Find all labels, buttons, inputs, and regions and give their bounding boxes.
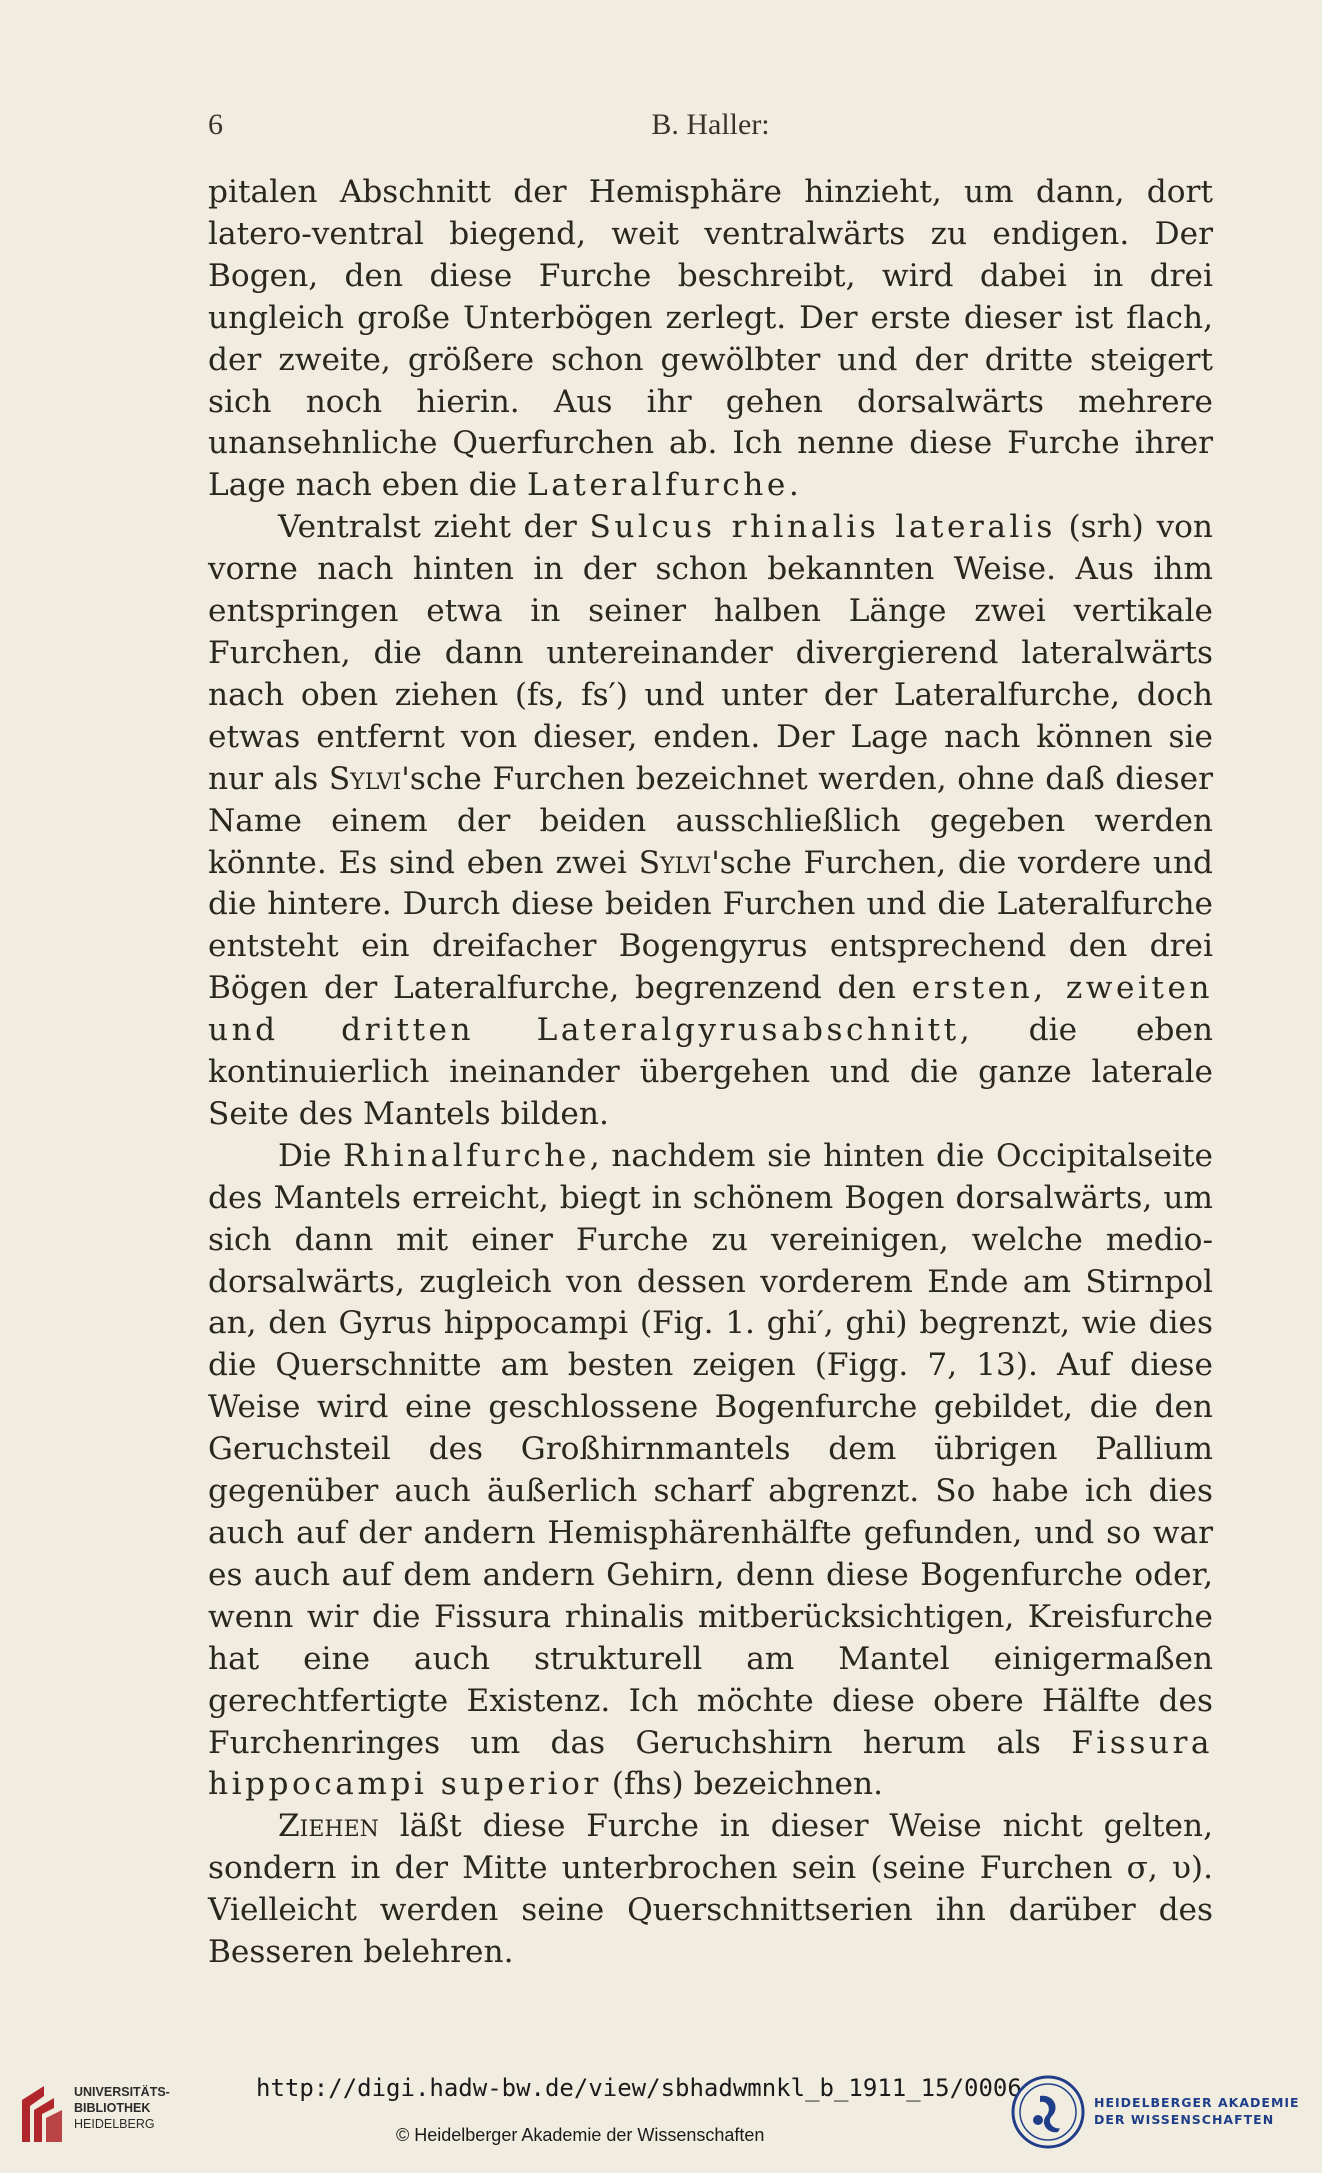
paragraph-2-text-a: Ventralst zieht der [278, 509, 590, 546]
academy-line-2: DER WISSENSCHAFTEN [1094, 2112, 1275, 2127]
academy-logo [1010, 2074, 1310, 2154]
author-name-ziehen: Ziehen [278, 1808, 379, 1845]
author-name-sylvi: Sylvi [328, 760, 402, 797]
academy-seal-icon [1010, 2074, 1086, 2150]
permalink-url[interactable]: http://digi.hadw-bw.de/view/sbhadwmnkl_b_1911_15/0006 [256, 2074, 1022, 2102]
library-line-1: UNIVERSITÄTS- [74, 2085, 170, 2099]
paragraph-1 [208, 172, 1213, 507]
paragraph-4-text: läßt diese Furche in dieser Weise nicht gelten, sondern in der Mitte unterbrochen sein (seine Furchen σ, υ). Vielleicht werden seine Querschnittserien ihn darüber des Besseren belehren. [208, 1808, 1213, 1971]
page-number: 6 [208, 108, 223, 141]
paragraph-2-text-c: 'sche Furchen bezeichnet werden, ohne daß dieser Name einem der beiden ausschließlich gegeben werden könnte. Es sind eben zwei [208, 760, 1213, 881]
paragraph-3-text-b: , nachdem sie hinten die Occipitalseite des Mantels erreicht, biegt in schönem Bogen dorsalwärts, um sich dann mit einer Furche zu vereinigen, welche medio-dorsalwärts, zugleich von dessen vorderem Ende am Stirnpol an, den Gyrus hippocampi (Fig. 1. ghi′, ghi) begrenzt, wie dies die Querschnitte am besten zeigen (Figg. 7, 13). Auf diese Weise wird eine geschlossene Bogenfurche gebildet, die den Geruchsteil des Großhirnmantels dem übrigen Pallium gegenüber auch äußerlich scharf abgrenzt. So habe ich dies auch auf der andern Hemisphärenhälfte gefunden, und so war es auch auf dem andern Gehirn, denn diese Bogenfurche oder, wenn wir die Fissura rhinalis mitberücksichtigen, Kreisfurche hat eine auch strukturell am Mantel einigermaßen gerechtfertigte Existenz. Ich möchte diese obere Hälfte des Furchenringes um das Geruchshirn herum als [208, 1137, 1213, 1761]
paragraph-1-text: pitalen Abschnitt der Hemisphäre hinzieht, um dann, dort latero-ventral biegend, weit ventralwärts zu endigen. Der Bogen, den diese Furche beschreibt, wird dabei in drei ungleich große Unterbögen zerlegt. Der erste dieser ist flach, der zweite, größere schon gewölbter und der dritte steigert sich noch hierin. Aus ihr gehen dorsalwärts mehrere unansehnliche Querfurchen ab. Ich nenne diese Furche ihrer Lage nach eben die [208, 174, 1213, 504]
paragraph-1-end: . [788, 467, 799, 504]
paragraph-2-text-b: (srh) von vorne nach hinten in der schon bekannten Weise. Aus ihm entspringen etwa in seiner halben Länge zwei vertikale Furchen, die dann untereinander divergierend lateralwärts nach oben ziehen (fs, fs′) und unter der Lateralfurche, doch etwas entfernt von dieser, enden. Der Lage nach können sie nur als [208, 509, 1213, 797]
running-head: B. Haller: [651, 108, 770, 141]
academy-name [1094, 2094, 1322, 2128]
library-name [74, 2084, 194, 2132]
term-sulcus-rhinalis-lateralis: Sulcus rhinalis lateralis [589, 509, 1056, 546]
library-emblem-icon [14, 2082, 70, 2148]
copyright-notice: © Heidelberger Akademie der Wissenschaften [396, 2125, 765, 2145]
library-line-2: BIBLIOTHEK [74, 2101, 151, 2115]
digitization-footer [0, 2062, 1322, 2173]
library-logo [14, 2080, 184, 2150]
term-lateralfurche: Lateralfurche [526, 467, 789, 504]
paragraph-3 [208, 1136, 1213, 1807]
term-rhinalfurche: Rhinalfurche [343, 1137, 590, 1174]
term-fissura-hippocampi-superior: Fissura hippocampi superior [208, 1724, 1213, 1803]
paragraph-2-text-e: , die eben kontinuierlich ineinander übergehen und die ganze laterale Seite des Mantels bilden. [208, 1012, 1213, 1132]
paragraph-2 [208, 507, 1213, 1136]
library-line-3: HEIDELBERG [74, 2117, 155, 2131]
paragraph-2-text-d: 'sche Furchen, die vordere und die hintere. Durch diese beiden Furchen und die Lateralfurche entsteht ein dreifacher Bogengyrus entsprechend den drei Bögen der Lateralfurche, begrenzend den [208, 844, 1214, 1007]
paragraph-3-text-c: (fhs) bezeichnen. [601, 1766, 884, 1803]
paragraph-4 [208, 1806, 1213, 1974]
body-text [208, 172, 1213, 1974]
page-header [208, 108, 1213, 152]
academy-line-1: HEIDELBERGER AKADEMIE [1094, 2095, 1300, 2110]
paragraph-3-text-a: Die [278, 1137, 344, 1174]
term-lateralgyrusabschnitt: ersten, zweiten und dritten Lateralgyrusabschnitt [208, 970, 1213, 1049]
author-name-sylvi: Sylvi [638, 844, 712, 881]
